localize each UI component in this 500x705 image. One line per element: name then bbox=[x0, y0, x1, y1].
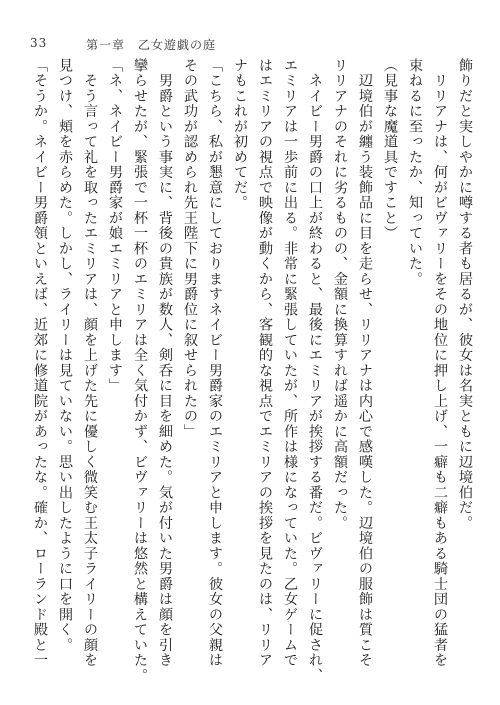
text-column: その武功が認められ先王陛下に男爵位に叙せられたの」 bbox=[182, 58, 198, 440]
text-column: そう言って礼を取ったエミリアは、顔を上げた先に優しく微笑む王太子ライリーの顔を bbox=[82, 58, 98, 668]
text-column: ナもこれが初めてだ。 bbox=[232, 58, 248, 211]
text-column: ネイビー男爵の口上が終わると、最後にエミリアが挨拶する番だ。ビヴァリーに促され、 bbox=[307, 58, 323, 684]
text-column: リリアナは、何がビヴァリーをその地位に押し上げ、一癖も二癖もある騎士団の猛者を bbox=[432, 58, 448, 668]
text-column: 辺境伯が纏う装飾品に目を走らせ、リリアナは内心で感嘆した。辺境伯の服飾は質こそ bbox=[357, 58, 373, 668]
text-column: 男爵という事実に、背後の貴族が数人、剣呑に目を細めた。気が付いた男爵は顔を引き bbox=[157, 58, 173, 668]
text-column: 「こちら、私が懇意にしておりますネイビー男爵家のエミリアと申します。彼女の父親は bbox=[207, 58, 223, 668]
text-column: 見つけ、頬を赤らめた。しかし、ライリーは見ていない。思い出したように口を開く。 bbox=[57, 58, 73, 653]
text-column: エミリアは一歩前に出る。非常に緊張していたが、所作は様になっていた。乙女ゲームで bbox=[282, 58, 298, 668]
text-column: （見事な魔道具ですこと） bbox=[382, 58, 398, 241]
text-column: 「ネ、ネイビー男爵家が娘エミリアと申します」 bbox=[107, 58, 123, 394]
text-column: 飾りだと実しやかに噂する者も居るが、彼女は名実ともに辺境伯だ。 bbox=[457, 58, 473, 531]
vertical-text-body bbox=[17, 58, 472, 693]
text-column: 「そうか。ネイビー男爵領といえば、近郊に修道院があったな。確か、ローランド殿と一 bbox=[32, 58, 48, 668]
running-header-chapter-title: 第一章 乙女遊戯の庭 bbox=[86, 38, 217, 52]
page-number: 33 bbox=[30, 36, 48, 50]
text-column: 攣らせたが、緊張で一杯一杯のエミリアは全く気付かず、ビヴァリーは悠然と構えていた。 bbox=[132, 58, 148, 684]
text-column: はエミリアの視点で映像が動くから、客観的な視点でエミリアの挨拶を見たのは、リリア bbox=[257, 58, 273, 668]
text-column: リリアナのそれに劣るものの、金額に換算すれば遥かに高額だった。 bbox=[332, 58, 348, 531]
text-column: 束ねるに至ったか、知っていた。 bbox=[407, 58, 423, 287]
